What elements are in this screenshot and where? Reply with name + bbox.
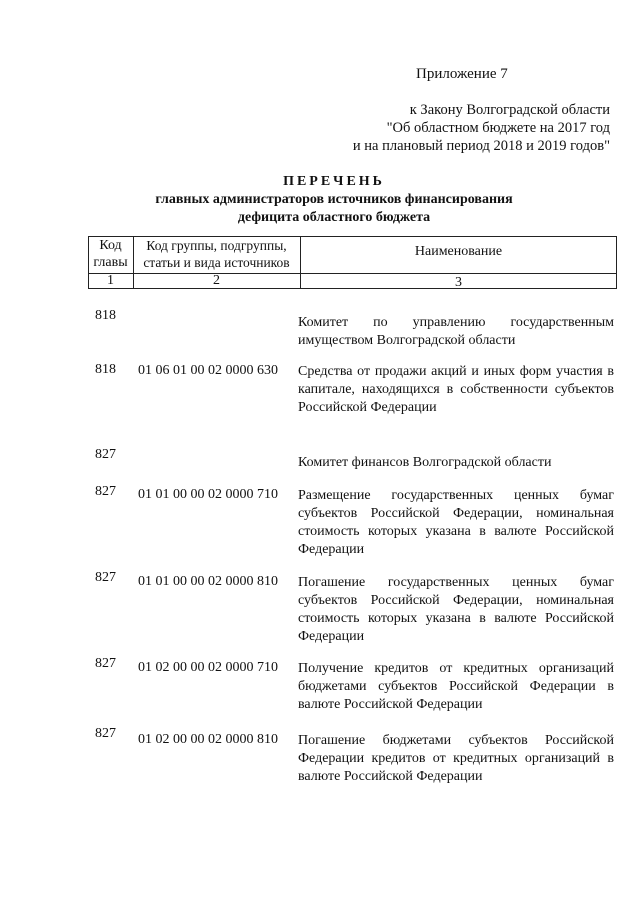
document-title: ПЕРЕЧЕНЬ xyxy=(283,174,385,189)
row-chapter-code: 827 xyxy=(95,570,116,585)
annex-line-3: и на плановый период 2018 и 2019 годов" xyxy=(352,138,610,154)
header-chapter-line-1: Код xyxy=(99,238,122,253)
header-source-code xyxy=(132,237,301,271)
column-number-3: 3 xyxy=(455,275,462,290)
annex-line-2: "Об областном бюджете на 2017 год xyxy=(386,120,610,136)
row-source-code: 01 02 00 00 02 0000 810 xyxy=(138,732,278,747)
row-name: Средства от продажи акций и иных форм участия в капитале, находящихся в собственности субъектов Российской Федерации xyxy=(298,364,614,415)
header-source-line-2: статьи и вида источников xyxy=(143,255,290,270)
column-number-1: 1 xyxy=(107,273,114,288)
row-chapter-code: 818 xyxy=(95,308,116,323)
annex-line-1: к Закону Волгоградской области xyxy=(409,102,610,118)
header-chapter-line-2: главы xyxy=(93,255,128,270)
row-chapter-code: 827 xyxy=(95,447,116,462)
row-name: Размещение государственных ценных бумаг субъектов Российской Федерации, номинальная стоимость которых указана в валюте Российской Федерации xyxy=(298,488,614,557)
row-name: Получение кредитов от кредитных организаций бюджетами субъектов Российской Федерации в валюте Российской Федерации xyxy=(298,661,614,712)
row-chapter-code: 827 xyxy=(95,726,116,741)
row-source-code: 01 01 00 00 02 0000 810 xyxy=(138,574,278,589)
annex-title: Приложение 7 xyxy=(416,66,508,82)
header-name: Наименование xyxy=(414,244,503,259)
row-source-code: 01 01 00 00 02 0000 710 xyxy=(138,487,278,502)
row-name: Комитет финансов Волгоградской области xyxy=(298,455,552,470)
column-number-2: 2 xyxy=(213,273,220,288)
row-chapter-code: 827 xyxy=(95,656,116,671)
row-name: Комитет по управлению государственным имуществом Волгоградской области xyxy=(298,315,614,348)
row-name: Погашение государственных ценных бумаг субъектов Российской Федерации, номинальная стоимость которых указана в валюте Российской Федерации xyxy=(298,575,614,644)
row-source-code: 01 06 01 00 02 0000 630 xyxy=(138,363,278,378)
row-source-code: 01 02 00 00 02 0000 710 xyxy=(138,660,278,675)
row-chapter-code: 818 xyxy=(95,362,116,377)
document-subtitle-line-2: дефицита областного бюджета xyxy=(237,210,431,225)
header-source-line-1: Код группы, подгруппы, xyxy=(146,238,287,253)
row-name: Погашение бюджетами субъектов Российской Федерации кредитов от кредитных организаций в валюте Российской Федерации xyxy=(298,733,614,784)
header-chapter-code xyxy=(88,237,133,271)
document-subtitle-line-1: главных администраторов источников финансирования xyxy=(155,192,513,207)
row-chapter-code: 827 xyxy=(95,484,116,499)
